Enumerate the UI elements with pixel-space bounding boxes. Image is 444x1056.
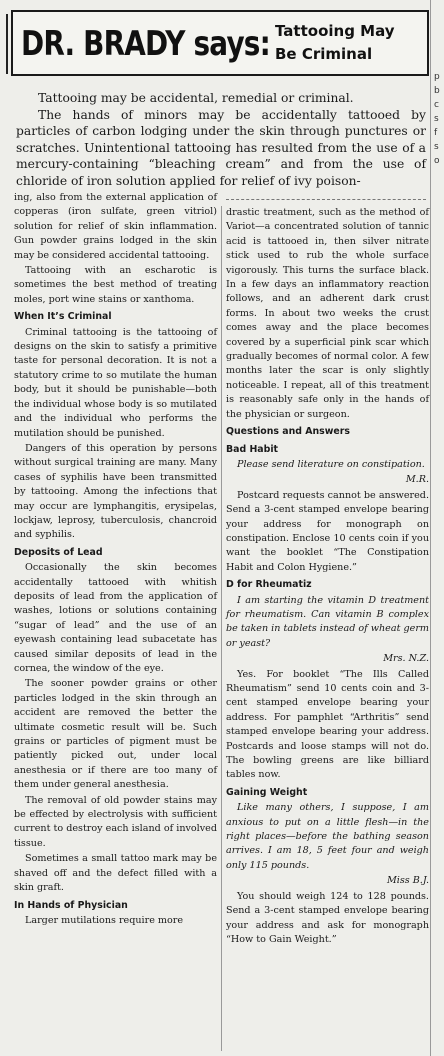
body-paragraph: The sooner powder grains or other particles lodged in the skin through an accident are removed the better the ultimate cosmetic result will be. Such grains or particles of pigment must be patiently picked out, under local anesthesia or if there are too many of them under general anesthesia. <box>14 678 217 791</box>
body-paragraph: Occasionally the skin becomes accidentally tattooed with whitish deposits of lead from the application of washes, lotions or solutions containing “sugar of lead” and the use of an eyewash containing lead subacetate has caused similar deposits of lead in the cornea, the window of the eye. <box>14 562 217 674</box>
body-paragraph: Criminal tattooing is the tattooing of designs on the skin to satisfy a primitive taste for personal decoration. It is not a statutory crime to so mutilate the human body, but it should be punishable—both the individual whose body is so mutilated and the individual who performs the mutilation should be punished. <box>14 326 217 439</box>
body-paragraph: Larger mutilations require more <box>25 914 184 926</box>
question-heading: D for Rheumatiz <box>226 579 312 591</box>
title-line: Be Criminal <box>275 45 373 63</box>
body-paragraph: Dangers of this operation by persons without surgical training are many. Many cases of syphilis have been transmitted by tattooing. Among the infections that may occur are lymphangitis, erysipelas, lockjaw, leprosy, tuberculosis, chancroid and syphilis. <box>14 442 217 541</box>
column-header <box>11 10 429 76</box>
question-heading: Gaining Weight <box>226 786 308 798</box>
answer-paragraph: You should weigh 124 to 128 pounds. Send a 3-cent stamped envelope bearing your address and ask for monograph “How to Gain Weight.” <box>226 890 429 945</box>
reader-signature: Mrs. N.Z. <box>383 653 429 665</box>
subheading: When It’s Criminal <box>14 311 112 323</box>
lead-paragraph: The hands of minors may be accidentally tattooed by particles of carbon lodging under the skin through punctures or scratches. Unintentional tattooing has resulted from the use of a mercury-containing “bleaching cream” and from the use of chloride of iron solution applied for relief of ivy poison- <box>16 107 426 188</box>
answer-paragraph: Yes. For booklet “The Ills Called Rheumatism” send 10 cents coin and 3-cent stamped envelope bearing your address. For pamphlet “Arthritis” send stamped envelope bearing your address. Postcards and loose stamps will not do. The bowling greens are like billiard tables now. <box>226 668 429 781</box>
edge-letter: p <box>434 72 440 82</box>
column-separator <box>226 199 426 200</box>
answer-paragraph: Postcard requests cannot be answered. Send a 3-cent stamped envelope bearing your address for monograph on constipation. Enclose 10 cents coin if you want the booklet “The Constipation Habit and Colon Hygiene.” <box>226 489 429 573</box>
section-heading: Questions and Answers <box>226 426 350 438</box>
left-edge-rule <box>6 14 8 74</box>
body-paragraph: ing, also from the external application of copperas (iron sulfate, green vitriol) solution for relief of skin inflammation. Gun powder grains lodged in the skin may be considered accidental tattooing. <box>14 192 217 261</box>
edge-letter: s <box>434 114 439 124</box>
body-paragraph: Sometimes a small tattoo mark may be shaved off and the defect filled with a skin graft. <box>14 853 217 894</box>
edge-letter: b <box>434 86 440 96</box>
title-line: Tattooing May <box>275 22 395 40</box>
reader-question: Like many others, I suppose, I am anxious to put on a little flesh—in the right places—before the bathing season arrives. I am 18, 5 feet four and weigh only 115 pounds. <box>226 802 429 871</box>
adjacent-column-fragment <box>434 70 440 168</box>
reader-signature: M.R. <box>405 474 429 486</box>
left-column <box>14 191 217 929</box>
edge-letter: f <box>434 128 438 138</box>
question-heading: Bad Habit <box>226 443 279 455</box>
column-brand: DR. BRADY says: <box>21 24 270 64</box>
article-title <box>275 20 425 66</box>
lead-paragraph: Tattooing may be accidental, remedial or criminal. <box>38 91 354 105</box>
lead-text <box>16 90 426 189</box>
body-paragraph: The removal of old powder stains may be effected by electrolysis with sufficient current to destroy each island of involved tissue. <box>14 794 217 849</box>
column-divider <box>221 206 222 1051</box>
right-edge-rule <box>430 0 431 1056</box>
reader-signature: Miss B.J. <box>386 875 429 887</box>
reader-question: I am starting the vitamin D treatment for rheumatism. Can vitamin B complex be taken in tablets instead of wheat germ or yeast? <box>226 594 429 649</box>
edge-letter: o <box>434 156 440 166</box>
subheading: In Hands of Physician <box>14 899 128 911</box>
right-column <box>226 206 429 948</box>
body-paragraph: drastic treatment, such as the method of Variot—a concentrated solution of tannic acid is tattooed in, then silver nitrate stick used to rub the whole surface vigorously. This turns the surface black. In a few days an inflammatory reaction follows, and an adherent dark crust forms. In about two weeks the crust comes away and the place becomes covered by a superficial pink scar which gradually becomes of normal color. A few months later the scar is only slightly noticeable. I repeat, all of this treatment is reasonably safe only in the hands of the physician or surgeon. <box>226 207 429 420</box>
edge-letter: s <box>434 142 439 152</box>
edge-letter: c <box>434 100 439 110</box>
reader-question: Please send literature on constipation. <box>237 458 425 470</box>
subheading: Deposits of Lead <box>14 546 103 558</box>
body-paragraph: Tattooing with an escharotic is sometimes the best method of treating moles, port wine stains or xanthoma. <box>14 265 217 305</box>
